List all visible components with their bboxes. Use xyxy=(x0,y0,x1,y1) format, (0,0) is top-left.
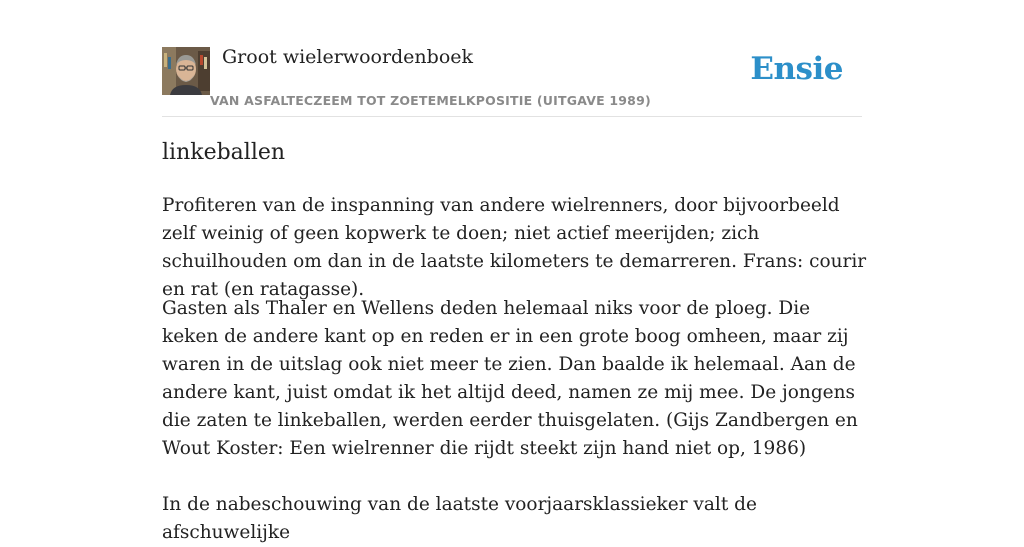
entry-continuation: In de nabeschouwing van de laatste voorjaarsklassieker valt de afschuwelijke xyxy=(162,494,757,543)
book-title[interactable]: Groot wielerwoordenboek xyxy=(222,46,474,68)
entry-definition: Profiteren van de inspanning van andere wielrenners, door bijvoorbeeld zelf weinig of geen kopwerk te doen; niet actief meerijden; zich schuilhouden om dan in de laatste kilometers te demarreren. Frans: courir en rat (en ratagasse). xyxy=(162,195,867,300)
book-subtitle: VAN ASFALTECZEEM TOT ZOETEMELKPOSITIE (UITGAVE 1989) xyxy=(210,93,651,108)
header xyxy=(162,0,862,117)
ensie-logo[interactable]: Ensie xyxy=(750,51,843,87)
page-container xyxy=(162,0,867,543)
author-portrait-icon xyxy=(162,47,210,95)
entry-term: linkeballen xyxy=(162,140,286,165)
entry-quote: Gasten als Thaler en Wellens deden helemaal niks voor de ploeg. Die keken de andere kant op en reden er in een grote boog omheen, maar zij waren in de uitslag ook niet meer te zien. Dan baalde ik helemaal. Aan de andere kant, juist omdat ik het altijd deed, namen ze mij mee. De jongens die zaten te linkeballen, werden eerder thuisgelaten. (Gijs Zandbergen en Wout Koster: Een wielrenner die rijdt steekt zijn hand niet op, 1986) xyxy=(162,298,858,459)
avatar[interactable] xyxy=(162,47,210,95)
